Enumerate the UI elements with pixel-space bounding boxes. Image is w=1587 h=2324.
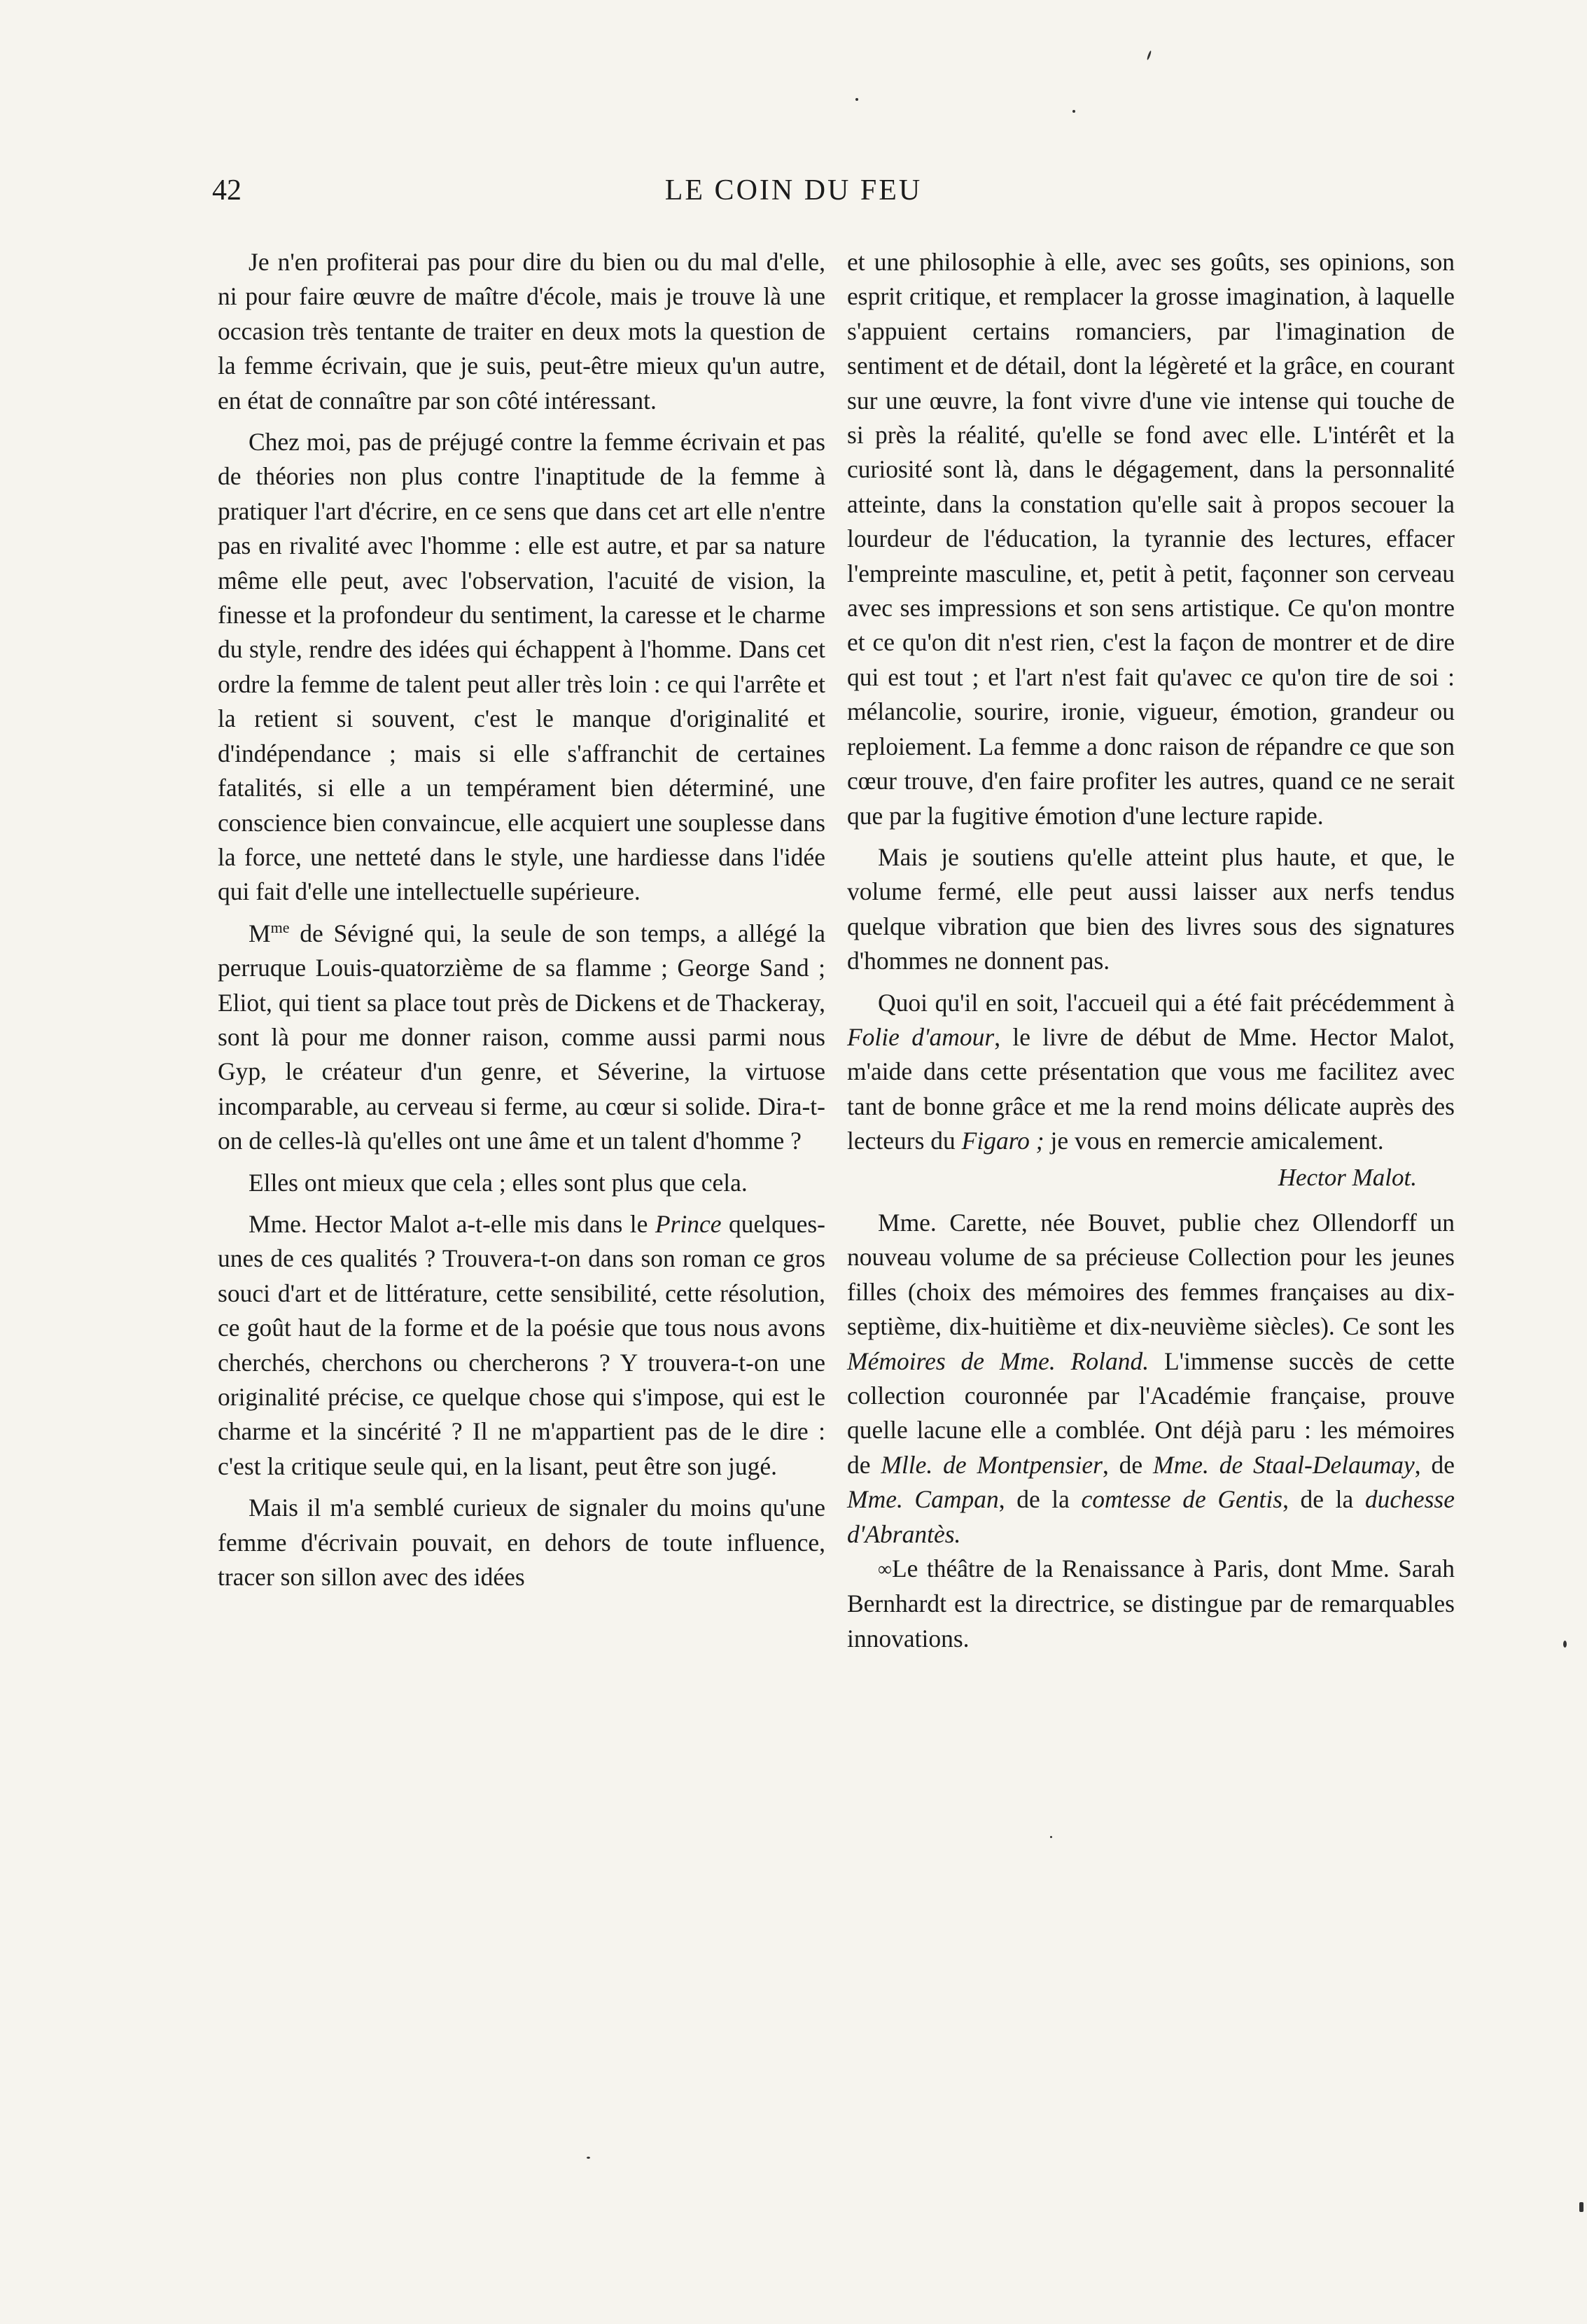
- paragraph: et une philosophie à elle, avec ses goûts, ses opinions, son esprit critique, et remplacer la grosse imagination, à laquelle s'appuient certains romanciers, par l'imagination de sentiment et de détail, dont la légèreté et la grâce, en courant sur une œuvre, la font vivre d'une vie intense qui touche de si près la réalité, qu'elle se fond avec elle. L'intérêt et la curiosité sont là, dans le dégagement, dans la personnalité atteinte, dans la constation qu'elle sait à propos secouer la lourdeur de l'éducation, la tyrannie des lectures, effacer l'empreinte masculine, et, petit à petit, façonner son cerveau avec ses impressions et son sens artistique. Ce qu'on montre et ce qu'on dit n'est rien, c'est la façon de montrer et de dire qui est tout ; et l'art n'est fait qu'avec ce qu'on tire de soi : mélancolie, sourire, ironie, vigueur, émotion, grandeur ou reploiement. La femme a donc raison de répandre ce que son cœur trouve, d'en faire profiter les autres, quand ce ne serait que par la fugitive émotion d'une lecture rapide.: [847, 248, 1455, 830]
- scan-speck: [1563, 1641, 1567, 1648]
- paragraph: Chez moi, pas de préjugé contre la femme écrivain et pas de théories non plus contre l'inaptitude de la femme à pratiquer l'art d'écrire, en ce sens que dans cet art elle n'entre pas en rivalité avec l'homme : elle est autre, et par sa nature même elle peut, avec l'observation, l'acuité de vision, la finesse et la profondeur du sentiment, la caresse et le charme du style, rendre des idées qui échappent à l'homme. Dans cet ordre la femme de talent peut aller très loin : ce qui l'arrête et la retient si souvent, c'est le manque d'originalité et d'indépendance ; mais si elle s'affranchit de certaines fatalités, si elle a un tempérament bien déterminé, une conscience bien convaincue, elle acquiert une souplesse dans la force, une netteté dans le style, une hardiesse dans l'idée qui fait d'elle une intellectuelle supérieure.: [218, 428, 825, 906]
- book-title: duchesse d'Abrantès.: [847, 1485, 1455, 1548]
- text-run: Mme. Carette, née Bouvet, publie chez Ollendorff un nouveau volume de sa précieuse Collection pour les jeunes filles (choix des mémoires des femmes françaises au dix-septième, dix-huitième et dix-neuvième siècles). Ce sont les: [847, 1208, 1455, 1341]
- book-title: Mme. de Staal-Delaumay: [1153, 1450, 1415, 1479]
- paragraph: [218, 1207, 825, 1484]
- book-title: Folie d'amour: [847, 1022, 995, 1051]
- left-column: [218, 245, 825, 1594]
- scan-speck: [1072, 110, 1075, 113]
- running-title: LE COIN DU FEU: [664, 174, 923, 207]
- text-run: , de la: [998, 1485, 1082, 1514]
- text-run: Quoi qu'il en soit, l'accueil qui a été fait précédemment à: [878, 988, 1455, 1017]
- text-run: de Sévigné qui, la seule de son temps, a allégé la perruque Louis-quatorzième de sa flamme ; George Sand ; Eliot, qui tient sa place tout près de Dickens et de Thackeray, sont là pour me donner raison, comme aussi parmi nous Gyp, le créateur d'un genre, et Séverine, la virtuose incomparable, au cerveau si ferme, au cœur si solide. Dira-t-on de celles-là qu'elles ont une âme et un talent d'homme ?: [218, 919, 825, 1155]
- text-run: M: [249, 919, 271, 947]
- text-run: , le livre de début de Mme. Hector Malot, m'aide dans cette présentation que vous me facilitez avec tant de bonne grâce et me la rend moins délicate auprès des lecteurs du: [847, 1022, 1455, 1155]
- text-run: Le théâtre de la Renaissance à Paris, dont Mme. Sarah Bernhardt est la directrice, se distingue par de remarquables innovations.: [847, 1554, 1455, 1652]
- scan-speck: [855, 98, 858, 101]
- paragraph: [847, 1552, 1455, 1656]
- scan-speck: [1579, 2202, 1583, 2212]
- paragraph: [218, 917, 825, 1159]
- book-title: Mme. Campan: [847, 1485, 999, 1514]
- scan-speck: [1050, 1836, 1052, 1838]
- page-header: [0, 174, 1587, 216]
- book-title: Prince: [655, 1209, 722, 1238]
- separator-glyph: ∞: [878, 1559, 892, 1581]
- scan-speck: [587, 2157, 590, 2159]
- book-title: Mémoires de Mme. Roland.: [847, 1347, 1149, 1375]
- right-column: [847, 245, 1455, 1656]
- paragraph: [847, 1206, 1455, 1552]
- text-run: , de la: [1282, 1485, 1365, 1514]
- page-number: 42: [212, 174, 242, 207]
- paragraph: Mais il m'a semblé curieux de signaler du moins qu'une femme d'écrivain pouvait, en dehors de toute influence, tracer son sillon avec des idées: [218, 1494, 825, 1592]
- book-title: comtesse de Gentis: [1081, 1485, 1283, 1514]
- newspaper-title: Figaro ;: [961, 1127, 1044, 1155]
- text-run: quelques-unes de ces qualités ? Trouvera-t-on dans son roman ce gros souci d'art et de littérature, cette sensibilité, cette résolution, ce goût haut de la forme et de la poésie que tous nous avons cherchés, cherchons ou chercherons ? Y trouvera-t-on une originalité précise, ce quelque chose qui s'impose, qui est le charme et la sincérité ? Il ne m'appartient pas de le dire : c'est la critique seule qui, en la lisant, peut être son jugé.: [218, 1209, 826, 1480]
- superscript: me: [270, 918, 290, 936]
- text-run: , de: [1414, 1450, 1455, 1479]
- paragraph: [847, 986, 1455, 1159]
- signature: Hector Malot.: [1278, 1163, 1417, 1191]
- text-run: je vous en remercie amicalement.: [1044, 1127, 1384, 1155]
- text-run: L'immense succès de cette collection couronnée par l'Académie française, prouve quelle lacune elle a comblée. Ont déjà paru : les mémoires de: [847, 1347, 1455, 1479]
- book-title: Mlle. de Montpensier: [881, 1450, 1103, 1479]
- paragraph: Mais je soutiens qu'elle atteint plus haute, et que, le volume fermé, elle peut aussi laisser aux nerfs tendus quelque vibration que bien des livres sous des signatures d'hommes ne donnent pas.: [847, 842, 1455, 975]
- paragraph: Je n'en profiterai pas pour dire du bien ou du mal d'elle, ni pour faire œuvre de maître d'école, mais je trouve là une occasion très tentante de traiter en deux mots la question de la femme écrivain, que je suis, peut-être mieux qu'un autre, en état de connaître par son côté intéressant.: [218, 248, 825, 415]
- text-run: , de: [1102, 1450, 1154, 1479]
- text-run: Mme. Hector Malot a-t-elle mis dans le: [249, 1209, 655, 1238]
- scan-speck: [1147, 50, 1152, 60]
- paragraph: Elles ont mieux que cela ; elles sont plus que cela.: [249, 1168, 748, 1197]
